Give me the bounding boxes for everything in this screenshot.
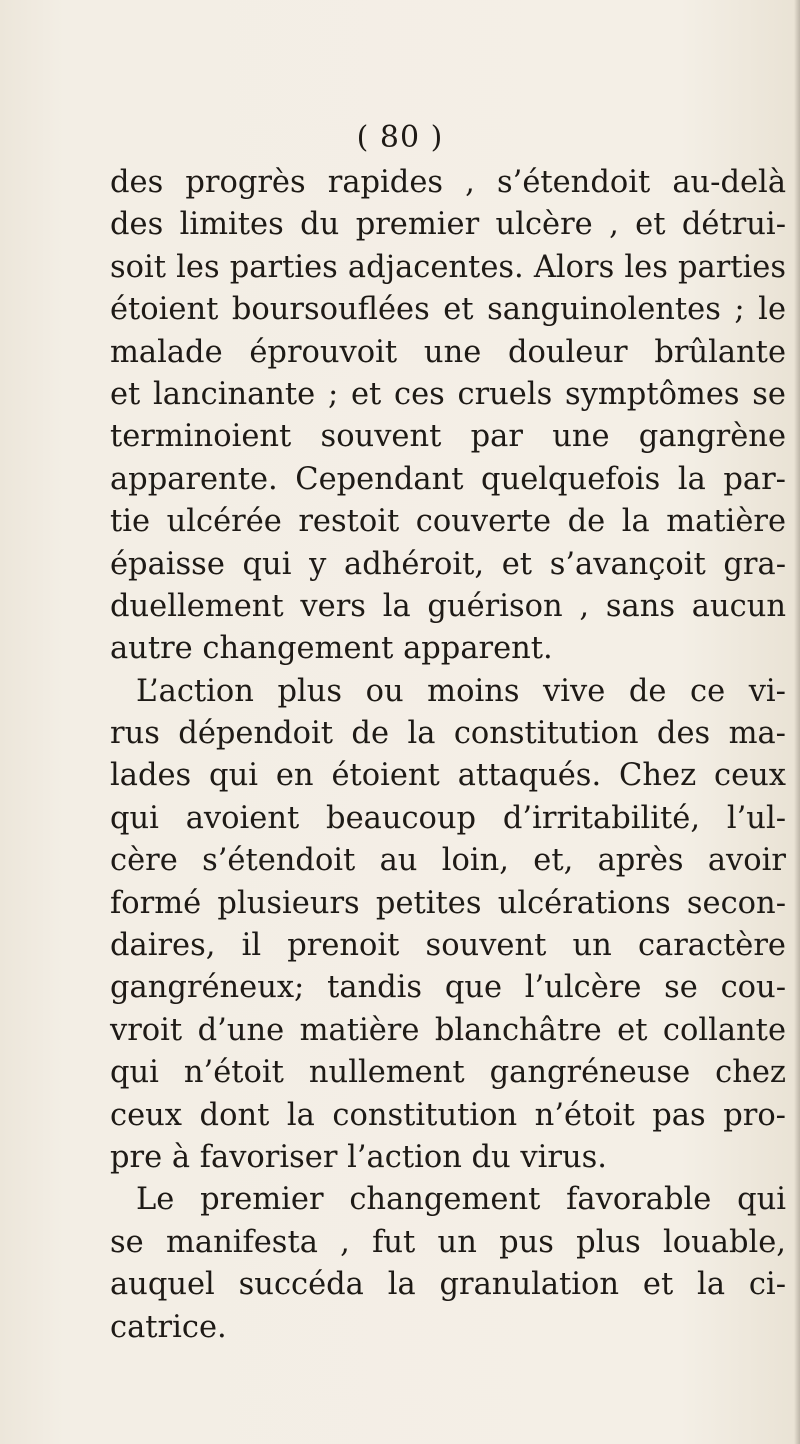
page-edge-shadow — [794, 0, 800, 1444]
text-line: épaisse qui y adhéroit, et s’avançoit gra- — [110, 546, 786, 582]
text-line: catrice. — [110, 1309, 227, 1345]
text-line: malade éprouvoit une douleur brûlante — [110, 334, 786, 370]
page-number: ( 80 ) — [356, 120, 444, 155]
text-line: auquel succéda la granulation et la ci- — [110, 1267, 786, 1303]
text-line: rus dépendoit de la constitution des ma- — [110, 716, 786, 752]
text-line: autre changement apparent. — [110, 631, 553, 667]
text-line: des limites du premier ulcère , et détrui- — [110, 207, 786, 243]
text-line: ceux dont la constitution n’étoit pas pro- — [110, 1097, 786, 1133]
text-line: qui n’étoit nullement gangréneuse chez — [110, 1055, 786, 1091]
text-line: daires, il prenoit souvent un caractère — [110, 928, 786, 964]
text-line-paragraph-start: L’action plus ou moins vive de ce vi- — [136, 673, 786, 709]
text-line: qui avoient beaucoup d’irritabilité, l’ul- — [110, 800, 786, 836]
text-line: gangréneux; tandis que l’ulcère se cou- — [110, 970, 786, 1006]
text-line-paragraph-start: Le premier changement favorable qui — [136, 1182, 786, 1218]
text-line: formé plusieurs petites ulcérations secon- — [110, 885, 786, 921]
text-line: vroit d’une matière blanchâtre et collante — [110, 1012, 786, 1048]
text-line: se manifesta , fut un pus plus louable, — [110, 1224, 786, 1260]
text-line: étoient boursouflées et sanguinolentes ; le — [110, 292, 786, 328]
text-line: cère s’étendoit au loin, et, après avoir — [110, 843, 786, 879]
text-line: soit les parties adjacentes. Alors les parties — [110, 249, 786, 285]
text-line: des progrès rapides , s’étendoit au-delà — [110, 165, 786, 200]
text-line: duellement vers la guérison , sans aucun — [110, 588, 786, 624]
text-line: pre à favoriser l’action du virus. — [110, 1139, 607, 1175]
text-line: apparente. Cependant quelquefois la par- — [110, 461, 786, 497]
text-line: et lancinante ; et ces cruels symptômes se — [110, 376, 786, 412]
text-line: lades qui en étoient attaqués. Chez ceux — [110, 758, 786, 794]
text-line: tie ulcérée restoit couverte de la matière — [110, 504, 786, 540]
body-text — [110, 162, 786, 1349]
text-line: terminoient souvent par une gangrène — [110, 419, 786, 455]
